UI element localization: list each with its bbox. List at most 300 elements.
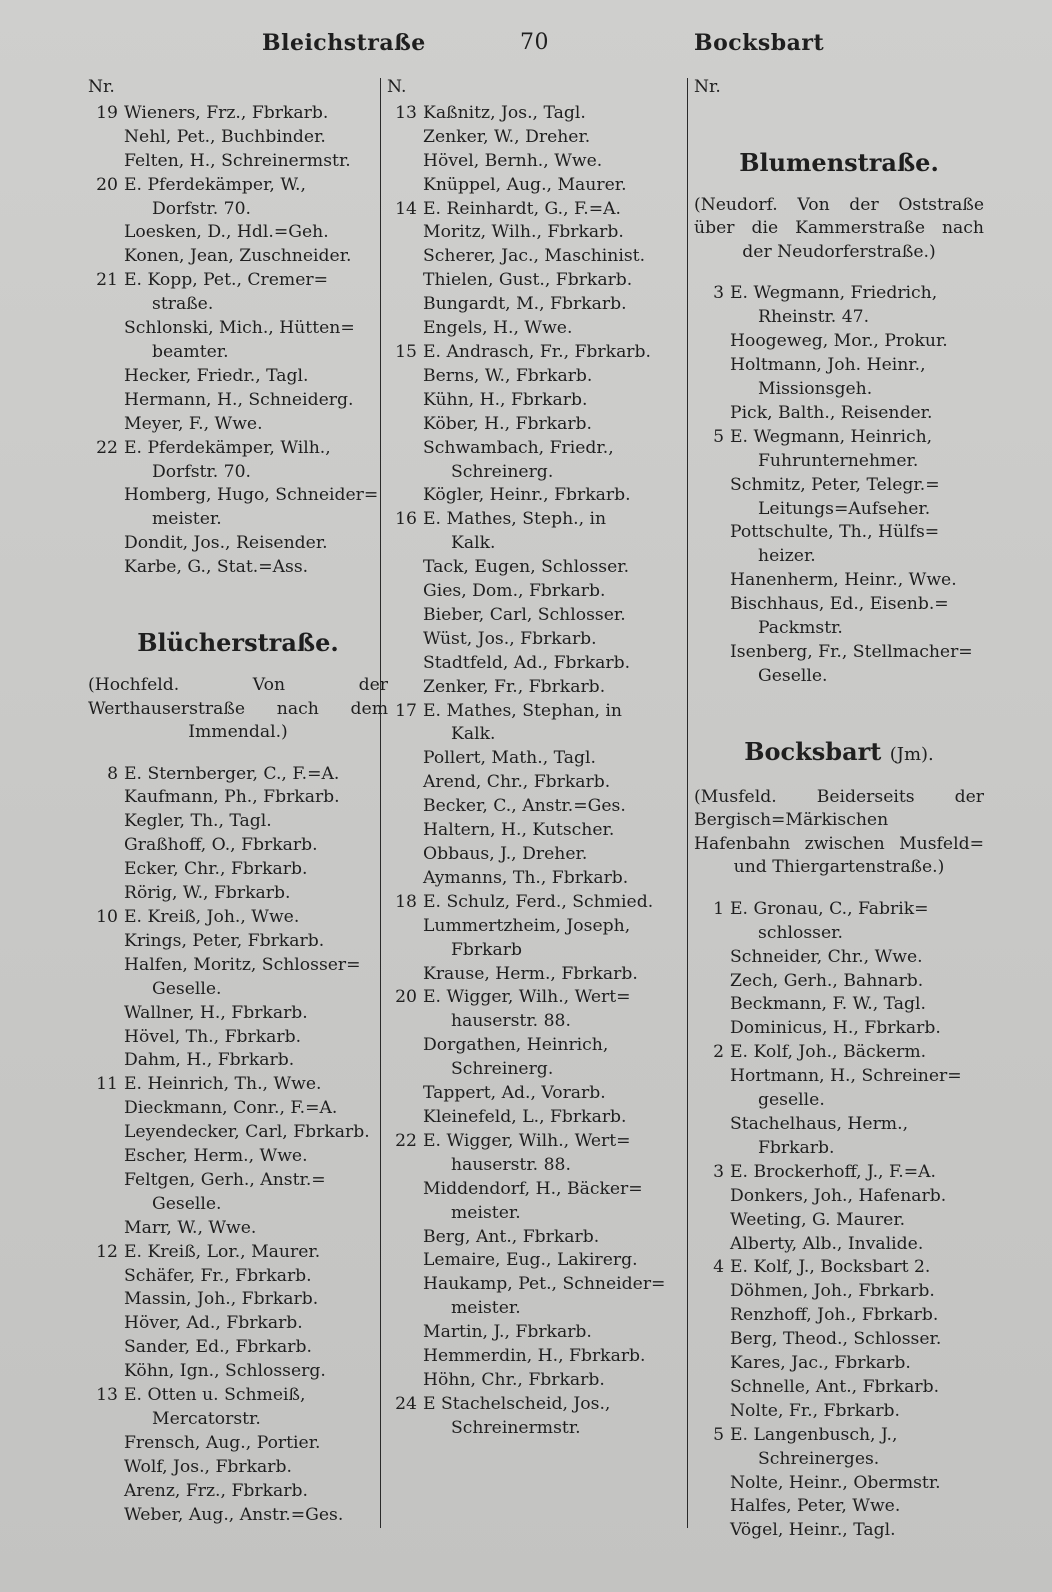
house-number: [387, 1226, 423, 1250]
resident-name: E. Pferdekämper, W.,: [124, 174, 306, 195]
resident-name: Tappert, Ad., Vorarb.: [423, 1083, 606, 1104]
resident-name: Scherer, Jac., Maschinist.: [423, 246, 646, 267]
entry-continuation: Geselle.: [758, 665, 828, 686]
resident-name: Engels, H., Wwe.: [423, 318, 573, 339]
resident-name: E. Pferdekämper, Wilh.,: [124, 437, 331, 458]
resident-entry: [387, 986, 683, 1010]
resident-entry: [387, 221, 683, 245]
resident-name: Dorgathen, Heinrich,: [423, 1035, 609, 1056]
entry-continuation: Dorfstr. 70.: [152, 461, 252, 482]
resident-name: E. Heinrich, Th., Wwe.: [124, 1074, 322, 1095]
street-name: Bocksbart: [744, 736, 882, 766]
house-number: [694, 474, 730, 498]
resident-name: E. Schulz, Ferd., Schmied.: [423, 891, 654, 912]
resident-entry: [694, 1376, 984, 1400]
resident-entry: [694, 641, 984, 665]
resident-name: Rörig, W., Fbrkarb.: [124, 883, 291, 904]
house-number: 22: [395, 1130, 417, 1151]
resident-name: Kegler, Th., Tagl.: [124, 811, 272, 832]
resident-entry: [387, 771, 683, 795]
resident-name: E. Kopp, Pet., Cremer=: [124, 270, 329, 291]
resident-entry: [387, 580, 683, 604]
house-number: 20: [395, 987, 417, 1008]
house-number: 24: [395, 1393, 417, 1414]
entry-continuation: geselle.: [758, 1090, 825, 1111]
house-number: [387, 1106, 423, 1130]
house-number: [387, 1034, 423, 1058]
entry-continuation: Schreinerges.: [758, 1448, 880, 1469]
resident-name: Karbe, G., Stat.=Ass.: [124, 557, 309, 578]
entry-continuation: Schreinerg.: [451, 1059, 554, 1080]
resident-name: Massin, Joh., Fbrkarb.: [124, 1289, 319, 1310]
street-district: (Jm).: [889, 743, 934, 765]
house-number: [88, 1002, 124, 1026]
resident-entry: [88, 365, 388, 389]
resident-name: Lemaire, Eug., Lakirerg.: [423, 1250, 638, 1271]
house-number: [387, 126, 423, 150]
house-number: [88, 365, 124, 389]
house-number: [694, 593, 730, 617]
resident-entry: [387, 317, 683, 341]
resident-name: Dahm, H., Fbrkarb.: [124, 1050, 295, 1071]
resident-name: Middendorf, H., Bäcker=: [423, 1178, 643, 1199]
resident-entry: [88, 930, 388, 954]
house-number: 11: [96, 1074, 118, 1095]
resident-name: E. Reinhardt, G., F.=A.: [423, 198, 622, 219]
resident-entry: [387, 1369, 683, 1393]
resident-entry: [88, 174, 388, 198]
resident-entry: [88, 413, 388, 437]
resident-entry: [88, 882, 388, 906]
resident-entry: [694, 1185, 984, 1209]
house-number: 22: [96, 437, 118, 458]
house-number: [88, 858, 124, 882]
house-number: [387, 389, 423, 413]
house-number: [387, 915, 423, 939]
resident-name: Konen, Jean, Zuschneider.: [124, 246, 352, 267]
resident-entry: [387, 174, 683, 198]
resident-entry: [387, 413, 683, 437]
resident-name: E. Kreiß, Lor., Maurer.: [124, 1241, 321, 1262]
resident-entry: [694, 1424, 984, 1448]
resident-name: Wieners, Frz., Fbrkarb.: [124, 102, 329, 123]
resident-entry: [694, 1280, 984, 1304]
resident-entry: [88, 245, 388, 269]
column-1: [88, 76, 388, 1528]
resident-entry: [387, 1393, 683, 1417]
resident-entry: [694, 970, 984, 994]
house-number: [387, 150, 423, 174]
house-number: [694, 1400, 730, 1424]
resident-entry: [387, 1249, 683, 1273]
resident-name: E. Mathes, Steph., in: [423, 509, 607, 530]
resident-name: Homberg, Hugo, Schneider=: [124, 485, 379, 506]
resident-entry: [387, 819, 683, 843]
resident-entry: [387, 843, 683, 867]
resident-name: E. Kreiß, Joh., Wwe.: [124, 906, 300, 927]
resident-name: Zenker, Fr., Fbrkarb.: [423, 676, 606, 697]
resident-name: Hortmann, H., Schreiner=: [730, 1066, 962, 1087]
resident-entry: [694, 521, 984, 545]
column-3: [694, 76, 984, 1543]
resident-name: Becker, C., Anstr.=Ges.: [423, 796, 626, 817]
house-number: [387, 365, 423, 389]
resident-name: Dondit, Jos., Reisender.: [124, 533, 328, 554]
entry-continuation: beamter.: [152, 341, 229, 362]
resident-name: E Stachelscheid, Jos.,: [423, 1393, 611, 1414]
resident-name: Hoogeweg, Mor., Prokur.: [730, 331, 948, 352]
resident-entry: [694, 426, 984, 450]
resident-entry: [88, 126, 388, 150]
resident-name: Moritz, Wilh., Fbrkarb.: [423, 222, 624, 243]
house-number: [88, 1480, 124, 1504]
entry-continuation: hauserstr. 88.: [451, 1154, 571, 1175]
resident-entry: [694, 1519, 984, 1543]
house-number: [387, 1345, 423, 1369]
house-number: [88, 1336, 124, 1360]
resident-entry: [387, 1130, 683, 1154]
house-number: [88, 126, 124, 150]
house-number: [88, 834, 124, 858]
house-number: [694, 1065, 730, 1089]
house-number: [694, 1233, 730, 1257]
house-number: 10: [96, 906, 118, 927]
entry-continuation: Fbrkarb: [451, 939, 523, 960]
resident-name: E. Kolf, Joh., Bäckerm.: [730, 1042, 927, 1063]
house-number: [88, 532, 124, 556]
resident-name: Schwambach, Friedr.,: [423, 437, 614, 458]
resident-name: Tack, Eugen, Schlosser.: [423, 557, 630, 578]
resident-name: Vögel, Heinr., Tagl.: [730, 1520, 896, 1541]
resident-entry: [387, 508, 683, 532]
house-number: [387, 604, 423, 628]
resident-entry: [387, 293, 683, 317]
house-number: [694, 1185, 730, 1209]
resident-name: E. Otten u. Schmeiß,: [124, 1385, 306, 1406]
number-column-label: Nr.: [88, 77, 115, 97]
resident-name: Köber, H., Fbrkarb.: [423, 413, 593, 434]
resident-name: Berg, Ant., Fbrkarb.: [423, 1226, 600, 1247]
house-number: [88, 930, 124, 954]
resident-entry: [387, 891, 683, 915]
house-number: [694, 1280, 730, 1304]
resident-entry: [694, 1209, 984, 1233]
resident-entry: [694, 1472, 984, 1496]
house-number: [387, 1082, 423, 1106]
house-number: [88, 1504, 124, 1528]
resident-entry: [387, 389, 683, 413]
resident-entry: [694, 946, 984, 970]
entry-continuation: Rheinstr. 47.: [758, 307, 870, 328]
resident-entry: [88, 1265, 388, 1289]
entry-continuation: straße.: [152, 294, 214, 315]
resident-entry: [694, 474, 984, 498]
resident-entry: [694, 1041, 984, 1065]
entry-continuation: Schreinermstr.: [451, 1417, 581, 1438]
resident-entry: [387, 700, 683, 724]
resident-entry: [387, 867, 683, 891]
resident-entry: [387, 676, 683, 700]
resident-name: Dieckmann, Conr., F.=A.: [124, 1098, 338, 1119]
house-number: [88, 484, 124, 508]
resident-entry: [88, 437, 388, 461]
resident-entry: [694, 402, 984, 426]
resident-name: Kögler, Heinr., Fbrkarb.: [423, 485, 631, 506]
house-number: [387, 245, 423, 269]
house-number: 1: [713, 898, 724, 919]
resident-name: Isenberg, Fr., Stellmacher=: [730, 642, 973, 662]
resident-name: E. Brockerhoff, J., F.=A.: [730, 1161, 936, 1182]
resident-entry: [387, 102, 683, 126]
house-number: 3: [713, 1161, 724, 1182]
house-number: [88, 1169, 124, 1193]
header-left-street: Bleichstraße: [262, 30, 426, 56]
entry-continuation: Packmstr.: [758, 618, 843, 639]
resident-entry: [694, 1233, 984, 1257]
resident-name: Haukamp, Pet., Schneider=: [423, 1274, 666, 1295]
resident-entry: [387, 1034, 683, 1058]
resident-name: E. Langenbusch, J.,: [730, 1424, 898, 1445]
page-number: 70: [520, 30, 549, 55]
house-number: [387, 1249, 423, 1273]
resident-name: Ecker, Chr., Fbrkarb.: [124, 859, 308, 880]
house-number: 19: [96, 102, 118, 123]
resident-name: Kühn, H., Fbrkarb.: [423, 389, 588, 410]
resident-name: Haltern, H., Kutscher.: [423, 820, 615, 841]
street-description: (Hochfeld. Von der Werthauserstraße nach dem Immendal.): [88, 675, 388, 743]
resident-entry: [694, 993, 984, 1017]
resident-name: Kleinefeld, L., Fbrkarb.: [423, 1106, 627, 1127]
house-number: [88, 1217, 124, 1241]
resident-name: Stachelhaus, Herm.,: [730, 1113, 909, 1134]
resident-entry: [387, 1082, 683, 1106]
house-number: [387, 317, 423, 341]
resident-name: E. Sternberger, C., F.=A.: [124, 763, 340, 784]
resident-entry: [88, 1169, 388, 1193]
resident-name: Gies, Dom., Fbrkarb.: [423, 581, 606, 602]
entry-continuation: Dorfstr. 70.: [152, 198, 252, 219]
resident-entry: [88, 1026, 388, 1050]
resident-entry: [88, 1480, 388, 1504]
resident-entry: [694, 898, 984, 922]
resident-name: Lummertzheim, Joseph,: [423, 915, 631, 936]
house-number: [694, 1017, 730, 1041]
resident-name: Hanenherm, Heinr., Wwe.: [730, 570, 957, 591]
resident-entry: [88, 221, 388, 245]
resident-entry: [88, 1312, 388, 1336]
resident-name: Schneider, Chr., Wwe.: [730, 946, 923, 967]
house-number: [387, 819, 423, 843]
resident-entry: [694, 1400, 984, 1424]
resident-name: Halfes, Peter, Wwe.: [730, 1496, 901, 1517]
entry-continuation: heizer.: [758, 546, 816, 567]
entry-continuation: Kalk.: [451, 533, 496, 554]
resident-entry: [387, 556, 683, 580]
resident-name: Donkers, Joh., Hafenarb.: [730, 1185, 947, 1206]
house-number: [387, 652, 423, 676]
resident-entry: [88, 1097, 388, 1121]
house-number: [88, 786, 124, 810]
house-number: [694, 1209, 730, 1233]
header-right-street: Bocksbart: [694, 30, 825, 56]
house-number: [694, 970, 730, 994]
house-number: [387, 484, 423, 508]
house-number: [387, 963, 423, 987]
resident-name: Hövel, Bernh., Wwe.: [423, 150, 603, 171]
resident-entry: [387, 437, 683, 461]
house-number: 5: [713, 426, 724, 447]
resident-name: Zech, Gerh., Bahnarb.: [730, 970, 924, 991]
resident-entry: [694, 1065, 984, 1089]
house-number: [387, 867, 423, 891]
house-number: 2: [713, 1042, 724, 1063]
resident-name: Arenz, Frz., Fbrkarb.: [124, 1480, 308, 1501]
resident-entry: [387, 747, 683, 771]
house-number: [387, 413, 423, 437]
house-number: [387, 556, 423, 580]
house-number: [88, 556, 124, 580]
resident-name: Kares, Jac., Fbrkarb.: [730, 1353, 911, 1374]
resident-name: Berg, Theod., Schlosser.: [730, 1329, 942, 1350]
resident-entry: [88, 858, 388, 882]
resident-name: Frensch, Aug., Portier.: [124, 1432, 321, 1453]
resident-entry: [88, 1360, 388, 1384]
resident-entry: [88, 1456, 388, 1480]
resident-name: Pottschulte, Th., Hülfs=: [730, 522, 940, 543]
resident-entry: [88, 389, 388, 413]
resident-name: Wallner, H., Fbrkarb.: [124, 1002, 308, 1023]
house-number: [88, 389, 124, 413]
number-column-label: N.: [387, 77, 407, 97]
resident-entry: [88, 1145, 388, 1169]
resident-name: Hermann, H., Schneiderg.: [124, 389, 354, 410]
resident-entry: [88, 1384, 388, 1408]
house-number: [387, 174, 423, 198]
resident-entry: [694, 1495, 984, 1519]
resident-entry: [694, 1256, 984, 1280]
house-number: [88, 882, 124, 906]
house-number: [387, 293, 423, 317]
entry-continuation: Kalk.: [451, 724, 496, 745]
resident-name: E. Wigger, Wilh., Wert=: [423, 987, 631, 1008]
house-number: [694, 1376, 730, 1400]
house-number: [88, 1456, 124, 1480]
resident-entry: [694, 1352, 984, 1376]
entry-continuation: Geselle.: [152, 978, 222, 999]
house-number: 21: [96, 270, 118, 291]
resident-name: Aymanns, Th., Fbrkarb.: [423, 867, 629, 888]
house-number: [88, 1121, 124, 1145]
resident-name: Pick, Balth., Reisender.: [730, 402, 933, 423]
resident-name: E. Wegmann, Friedrich,: [730, 283, 938, 304]
resident-name: Weber, Aug., Anstr.=Ges.: [124, 1504, 344, 1525]
house-number: [694, 354, 730, 378]
house-number: [694, 1304, 730, 1328]
house-number: [387, 437, 423, 461]
house-number: [694, 402, 730, 426]
resident-entry: [88, 763, 388, 787]
resident-name: Obbaus, J., Dreher.: [423, 844, 588, 864]
resident-name: Schäfer, Fr., Fbrkarb.: [124, 1265, 312, 1286]
resident-name: Wüst, Jos., Fbrkarb.: [423, 628, 597, 649]
house-number: [387, 1369, 423, 1393]
house-number: 15: [395, 341, 417, 362]
resident-entry: [387, 1321, 683, 1345]
resident-entry: [88, 150, 388, 174]
resident-name: Escher, Herm., Wwe.: [124, 1146, 308, 1167]
resident-name: Weeting, G. Maurer.: [730, 1209, 906, 1230]
house-number: [387, 221, 423, 245]
resident-entry: [88, 906, 388, 930]
column-2: [387, 76, 683, 1441]
house-number: [88, 1432, 124, 1456]
house-number: [88, 221, 124, 245]
resident-name: Hövel, Th., Fbrkarb.: [124, 1026, 302, 1047]
house-number: [694, 993, 730, 1017]
resident-name: Meyer, F., Wwe.: [124, 413, 263, 434]
entry-continuation: meister.: [451, 1298, 521, 1319]
house-number: [387, 1273, 423, 1297]
street-name: Blumenstraße.: [739, 147, 939, 177]
house-number: [387, 676, 423, 700]
street-heading: [88, 628, 388, 658]
entry-continuation: Fbrkarb.: [758, 1137, 835, 1158]
resident-name: Holtmann, Joh. Heinr.,: [730, 355, 926, 376]
street-name: Blücherstraße.: [137, 628, 339, 658]
house-number: [88, 1049, 124, 1073]
house-number: [694, 641, 730, 665]
street-description: (Musfeld. Beiderseits der Bergisch=Märkischen Hafenbahn zwischen Musfeld= und Thiergartenstraße.): [694, 786, 984, 878]
resident-name: E. Mathes, Stephan, in: [423, 700, 622, 721]
resident-entry: [387, 915, 683, 939]
street-heading: [694, 148, 984, 178]
house-number: 8: [107, 763, 118, 784]
resident-entry: [88, 556, 388, 580]
entry-continuation: hauserstr. 88.: [451, 1011, 571, 1032]
resident-entry: [387, 1273, 683, 1297]
house-number: 18: [395, 891, 417, 912]
house-number: [694, 1328, 730, 1352]
house-number: [694, 1352, 730, 1376]
resident-name: Schmitz, Peter, Telegr.=: [730, 474, 940, 495]
resident-name: Thielen, Gust., Fbrkarb.: [423, 270, 633, 291]
number-column-label: Nr.: [694, 77, 721, 97]
resident-name: Kaufmann, Ph., Fbrkarb.: [124, 787, 340, 808]
house-number: [387, 580, 423, 604]
resident-entry: [387, 126, 683, 150]
resident-name: Köhn, Ign., Schlosserg.: [124, 1361, 326, 1382]
house-number: [387, 843, 423, 867]
resident-entry: [694, 593, 984, 617]
house-number: [387, 747, 423, 771]
house-number: [88, 317, 124, 341]
resident-entry: [387, 652, 683, 676]
entry-continuation: Leitungs=Aufseher.: [758, 498, 931, 519]
resident-entry: [88, 1049, 388, 1073]
resident-entry: [88, 1002, 388, 1026]
resident-name: Loesken, D., Hdl.=Geh.: [124, 222, 329, 243]
house-number: [88, 954, 124, 978]
resident-name: Beckmann, F. W., Tagl.: [730, 994, 927, 1015]
resident-name: Nehl, Pet., Buchbinder.: [124, 126, 326, 147]
resident-name: E. Wigger, Wilh., Wert=: [423, 1130, 631, 1151]
resident-name: Feltgen, Gerh., Anstr.=: [124, 1169, 326, 1190]
resident-entry: [387, 1106, 683, 1130]
resident-name: Schnelle, Ant., Fbrkarb.: [730, 1376, 940, 1397]
house-number: [88, 1288, 124, 1312]
resident-entry: [694, 1161, 984, 1185]
resident-entry: [88, 1217, 388, 1241]
